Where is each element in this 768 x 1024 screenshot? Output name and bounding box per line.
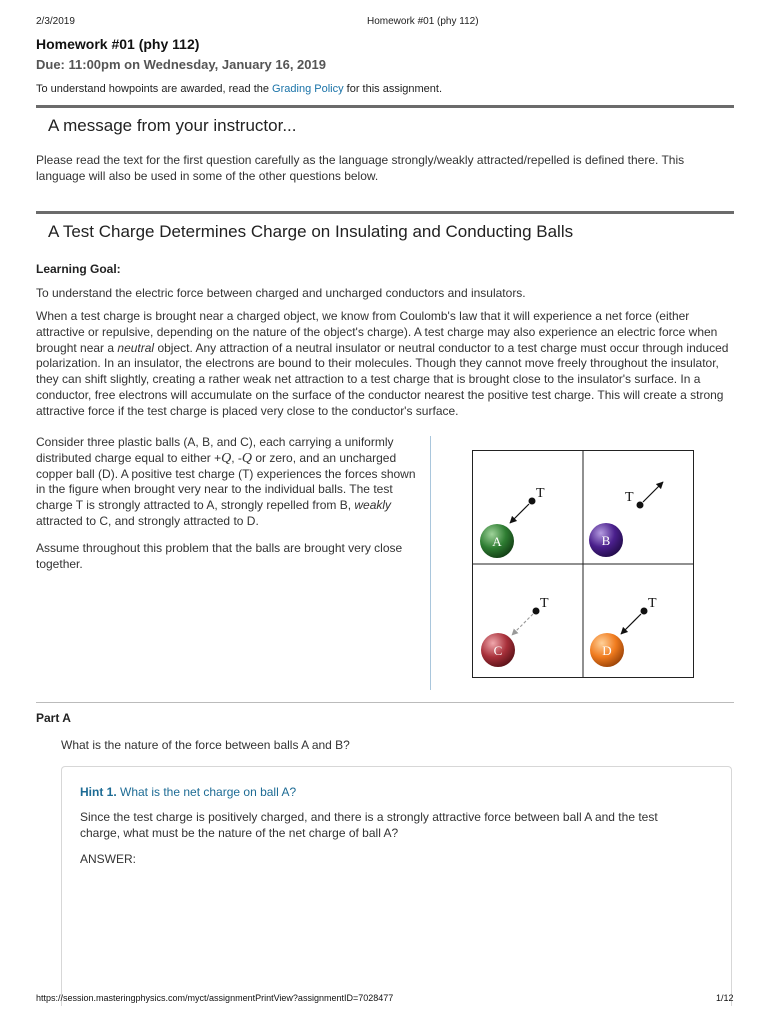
intro-text-2: object. Any attraction of a neutral insulator or neutral conductor to a test charge must occur through induced polarization. In an insulator, the electrons are bound to their molecules. Though they cannot move freely throughout the insulator, they can shift slightly, creating a rather weak net attraction to a test charge that is brought close to the insulator's surface. In a conductor, free electrons will accumulate on the surface of the conductor nearest the positive test charge. This will create a strong attractive force if the test charge is placed very close to the conductor's surface. <box>36 340 729 418</box>
grading-suffix: for this assignment. <box>343 83 443 95</box>
grading-note <box>36 83 442 95</box>
ball-c-label: C <box>493 643 503 658</box>
hint-question: What is the net charge on ball A? <box>116 785 297 799</box>
consider-text-b: , - <box>231 450 242 465</box>
intro-text-1: When a test charge is brought near a charged object, we know from Coulomb's law that it will experience a net force (either attractive or repulsive, depending on the nature of the object's charge). A test charge may also experience an electric force when brought near a <box>36 309 718 355</box>
test-label-a: T <box>536 486 545 501</box>
grading-prefix: To understand howpoints are awarded, read the <box>36 83 273 95</box>
test-charge-b <box>637 502 644 509</box>
answer-label: ANSWER: <box>80 852 137 866</box>
part-a-divider <box>36 702 734 703</box>
part-a-label: Part A <box>36 711 71 725</box>
hint-text: Since the test charge is positively charged, and there is a strongly attractive force between ball A and the test charge, what must be the nature of the net charge of ball A? <box>80 810 658 840</box>
intro-paragraph <box>36 309 736 420</box>
print-header-title: Homework #01 (phy 112) <box>367 16 479 27</box>
problem-heading: A Test Charge Determines Charge on Insulating and Conducting Balls <box>48 222 574 241</box>
q-symbol-negative: Q <box>241 450 253 466</box>
due-date: Due: 11:00pm on Wednesday, January 16, 2019 <box>36 57 326 72</box>
footer-page-number: 1/12 <box>716 993 734 1003</box>
test-charge-d <box>641 608 648 615</box>
consider-emphasis: weakly <box>354 498 392 513</box>
ball-b-label: B <box>601 533 611 548</box>
learning-goal-label: Learning Goal: <box>36 262 121 276</box>
consider-text-a: Consider three plastic balls (A, B, and C), each carrying a uniformly distributed charge equal to either + <box>36 435 394 465</box>
hint-title[interactable] <box>80 785 296 799</box>
learning-goal-text: To understand the electric force between charged and uncharged conductors and insulators. <box>36 286 526 300</box>
hint-box <box>61 766 732 1006</box>
q-symbol: Q <box>221 450 232 466</box>
grading-policy-link[interactable]: Grading Policy <box>272 83 344 95</box>
part-a-question: What is the nature of the force between balls A and B? <box>61 738 350 752</box>
consider-text-d: attracted to C, and strongly attracted to D. <box>36 513 259 528</box>
assume-paragraph: Assume throughout this problem that the balls are brought very close together. <box>36 541 403 571</box>
test-label-b: T <box>625 490 634 505</box>
ball-a-label: A <box>492 534 502 549</box>
test-charge-a <box>529 498 536 505</box>
figure-divider <box>430 436 431 690</box>
test-label-d: T <box>648 596 657 611</box>
assignment-title: Homework #01 (phy 112) <box>36 36 200 52</box>
consider-text-c: or zero, and an uncharged copper ball (D). A positive test charge (T) experiences the forces shown in the figure when brought very near to the individual balls. The test charge T is strongly attracted to A, strongly repelled from B, <box>36 450 416 513</box>
consider-paragraph <box>36 435 420 530</box>
section-divider-instructor <box>36 105 734 108</box>
print-date: 2/3/2019 <box>36 16 75 27</box>
test-label-c: T <box>540 596 549 611</box>
section-divider-problem <box>36 211 734 214</box>
footer-url: https://session.masteringphysics.com/myct/assignmentPrintView?assignmentID=7028477 <box>36 993 394 1003</box>
test-charge-c <box>533 608 540 615</box>
force-figure <box>472 450 694 678</box>
instructor-heading: A message from your instructor... <box>48 116 297 135</box>
intro-emphasis: neutral <box>117 340 155 355</box>
instructor-message: Please read the text for the first question carefully as the language strongly/weakly attracted/repelled is defined there. This language will also be used in some of the other questions below. <box>36 153 685 183</box>
hint-number: Hint 1. <box>80 785 117 799</box>
ball-d-label: D <box>602 643 612 658</box>
